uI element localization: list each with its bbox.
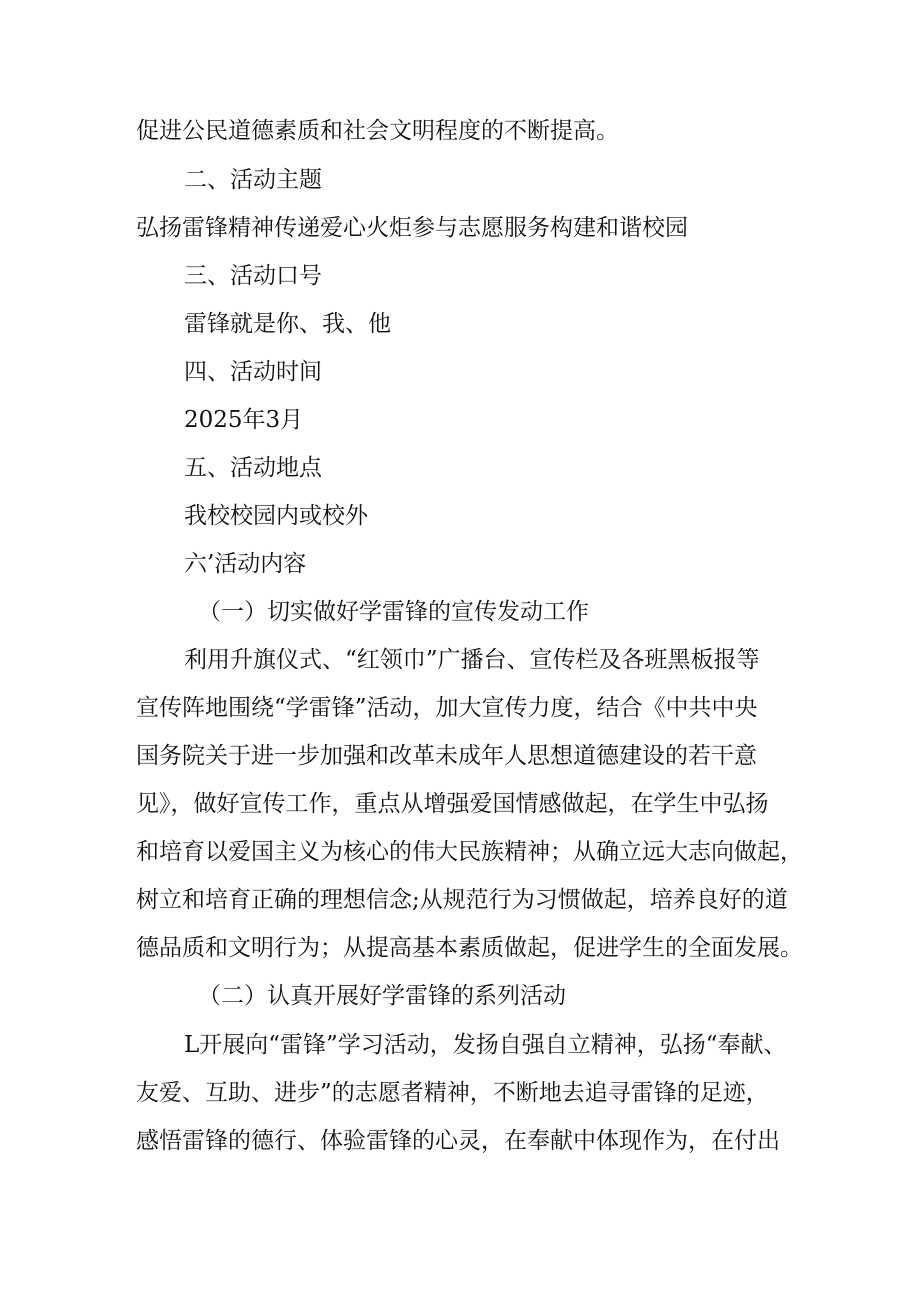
- slogan-heading: 三、活动口号: [184, 263, 322, 289]
- sub1-body-line: 见》，做好宣传工作，重点从增强爱国情感做起，在学生中弘扬: [136, 791, 769, 817]
- sub2-body-line: 感悟雷锋的德行、体验雷锋的心灵，在奉献中体现作为，在付出: [136, 1128, 780, 1154]
- sub1-body-line: 和培育以爱国主义为核心的伟大民族精神；从确立远大志向做起，: [136, 839, 803, 865]
- sub2-body-line: L开展向“雷锋”学习活动，发扬自强自立精神，弘扬“奉献、: [184, 1032, 787, 1058]
- theme-heading: 二、活动主题: [184, 167, 322, 193]
- sub2-body-line: 友爱、互助、进步”的志愿者精神，不断地去追寻雷锋的足迹，: [136, 1080, 769, 1106]
- time-heading: 四、活动时间: [184, 359, 322, 385]
- slogan-text: 雷锋就是你、我、他: [184, 311, 391, 337]
- theme-text: 弘扬雷锋精神传递爱心火炬参与志愿服务构建和谐校园: [136, 215, 688, 241]
- sub1-heading: （一）切实做好学雷锋的宣传发动工作: [198, 599, 589, 625]
- sub2-heading: （二）认真开展好学雷锋的系列活动: [198, 983, 566, 1009]
- sub1-body-line: 树立和培育正确的理想信念;从规范行为习惯做起，培养良好的道: [136, 887, 788, 913]
- place-text: 我校校园内或校外: [184, 503, 368, 529]
- sub1-body-line: 国务院关于进一步加强和改革未成年人思想道德建设的若干意: [136, 743, 757, 769]
- sub1-body-line: 宣传阵地围绕“学雷锋”活动，加大宣传力度，结合《中共中央: [136, 695, 758, 721]
- sub1-body-line: 利用升旗仪式、“红领巾”广播台、宣传栏及各班黑板报等: [184, 647, 760, 673]
- time-text: 2025年3月: [184, 407, 304, 433]
- intro-tail-text: 促进公民道德素质和社会文明程度的不断提高。: [136, 118, 619, 144]
- content-heading: 六’活动内容: [184, 551, 307, 577]
- place-heading: 五、活动地点: [184, 455, 322, 481]
- sub1-body-line: 德品质和文明行为；从提高基本素质做起，促进学生的全面发展。: [136, 935, 803, 961]
